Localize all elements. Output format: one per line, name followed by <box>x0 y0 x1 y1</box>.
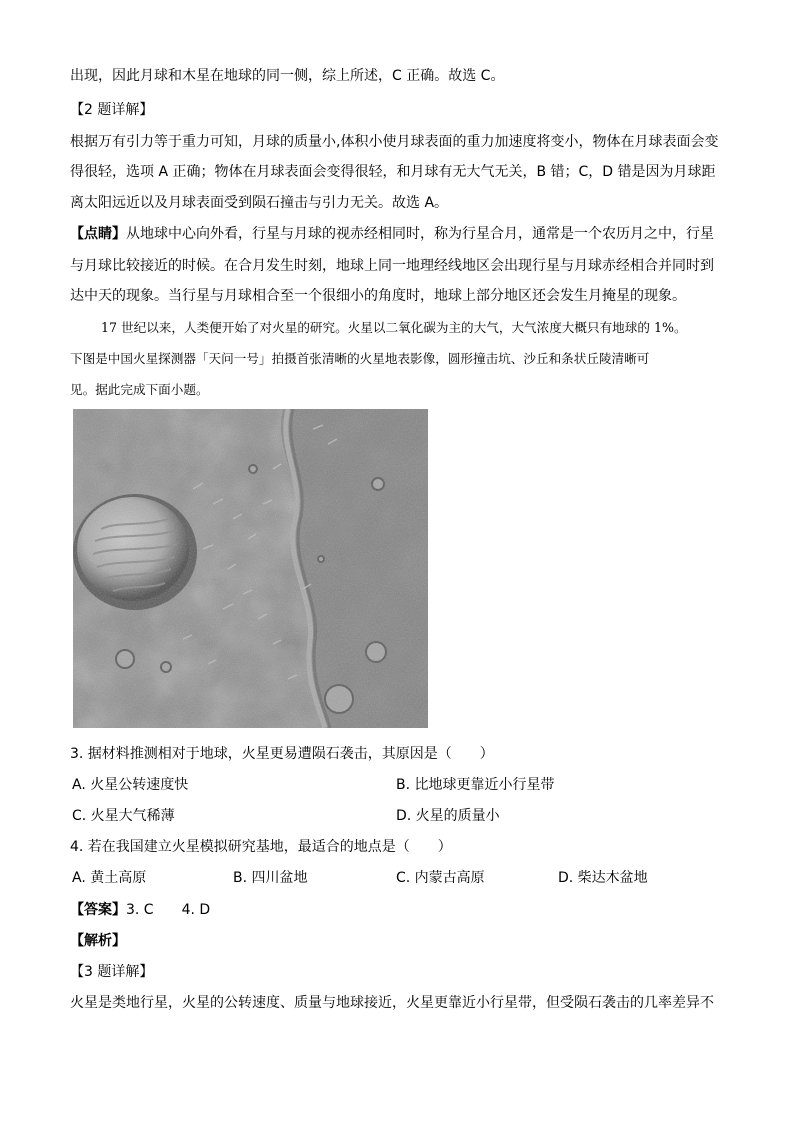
q3-option-c: C. 火星大气稀薄 <box>72 808 175 824</box>
q4-option-b: B. 四川盆地 <box>233 870 308 886</box>
q4-stem: 4. 若在我国建立火星模拟研究基地，最适合的地点是（ ） <box>70 839 452 855</box>
mars-surface-image <box>73 409 428 728</box>
q3-option-d: D. 火星的质量小 <box>396 808 500 824</box>
tip-label: 【点睛】 <box>70 226 126 242</box>
q2-line-1: 根据万有引力等于重力可知，月球的质量小,体积小使月球表面的重力加速度将变小，物体在月球表面会变 <box>70 134 719 150</box>
q3-detail-heading: 【3 题详解】 <box>70 964 154 980</box>
material-line-1: 17 世纪以来，人类便开始了对火星的研究。火星以二氧化碳为主的大气，大气浓度大概只有地球的 1%。 <box>101 320 687 335</box>
material-line-3: 见。据此完成下面小题。 <box>70 382 209 397</box>
tip-line-3: 达中天的现象。当行星与月球相合至一个很细小的角度时，地球上部分地区还会发生月掩星的现象。 <box>70 288 686 304</box>
analysis-label: 【解析】 <box>70 933 126 949</box>
q2-line-2: 得很轻，选项 A 正确；物体在月球表面会变得很轻，和月球有无大气无关，B 错；C，D 错是因为月球距 <box>70 164 716 180</box>
prev-line: 出现，因此月球和木星在地球的同一侧，综上所述，C 正确。故选 C。 <box>70 68 505 84</box>
q4-option-c: C. 内蒙古高原 <box>396 870 485 886</box>
tip-text-1: 从地球中心向外看，行星与月球的视赤经相同时，称为行星合月，通常是一个农历月之中，行星 <box>126 226 714 242</box>
answer-text: 3. C 4. D <box>126 902 211 918</box>
tip-line-1 <box>70 224 714 244</box>
q3-option-a: A. 火星公转速度快 <box>72 777 189 793</box>
q4-option-a: A. 黄土高原 <box>72 870 147 886</box>
q3-option-b: B. 比地球更靠近小行星带 <box>396 777 555 793</box>
q3-stem: 3. 据材料推测相对于地球，火星更易遭陨石袭击，其原因是（ ） <box>70 746 494 762</box>
tip-line-2: 与月球比较接近的时候。在合月发生时刻，地球上同一地理经线地区会出现行星与月球赤经相合并同时到 <box>70 258 714 274</box>
q3-detail-line-1: 火星是类地行星，火星的公转速度、质量与地球接近，火星更靠近小行星带，但受陨石袭击的几率差异不 <box>70 995 714 1011</box>
q2-heading: 【2 题详解】 <box>70 102 154 118</box>
q2-line-3: 离太阳远近以及月球表面受到陨石撞击与引力无关。故选 A。 <box>70 195 449 211</box>
q4-option-d: D. 柴达木盆地 <box>558 870 648 886</box>
material-line-2: 下图是中国火星探测器「天问一号」拍摄首张清晰的火星地表影像，圆形撞击坑、沙丘和条状丘陵清晰可 <box>70 351 650 366</box>
answer-label: 【答案】 <box>70 902 126 918</box>
answer-line <box>70 900 210 920</box>
